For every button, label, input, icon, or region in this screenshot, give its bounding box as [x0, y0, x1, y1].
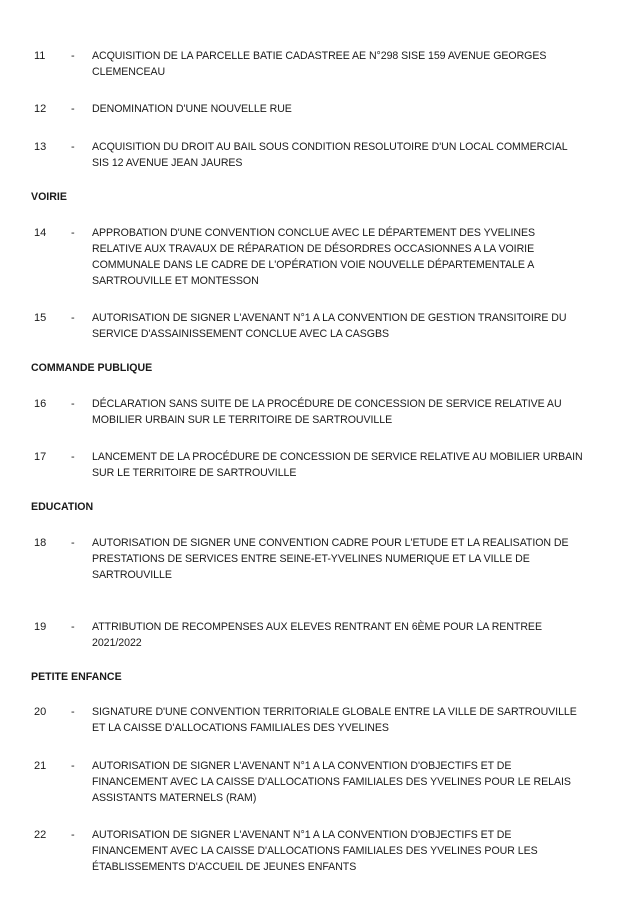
item-text: DENOMINATION D'UNE NOUVELLE RUE [92, 103, 292, 115]
item-text: ACQUISITION DE LA PARCELLE BATIE CADASTREE AE N°298 SISE 159 AVENUE GEORGES CLEMENCEAU [92, 50, 547, 78]
item-number: 17 [34, 451, 47, 463]
item-dash: - [71, 537, 75, 549]
section-heading-education: EDUCATION [31, 501, 94, 513]
item-dash: - [71, 829, 75, 841]
item-dash: - [71, 398, 75, 410]
item-text: AUTORISATION DE SIGNER L'AVENANT N°1 A LA CONVENTION D'OBJECTIFS ET DE FINANCEMENT AVEC LA CAISSE D'ALLOCATIONS FAMILIALES DES YVELINES POUR LE RELAIS ASSISTANTS MATERNELS (RAM) [92, 760, 571, 804]
item-text: DÉCLARATION SANS SUITE DE LA PROCÉDURE DE CONCESSION DE SERVICE RELATIVE AU MOBILIER URBAIN SUR LE TERRITOIRE DE SARTROUVILLE [92, 398, 562, 426]
item-dash: - [71, 451, 75, 463]
item-dash: - [71, 103, 75, 115]
item-dash: - [71, 621, 75, 633]
item-text: APPROBATION D'UNE CONVENTION CONCLUE AVEC LE DÉPARTEMENT DES YVELINES RELATIVE AUX TRAVAUX DE RÉPARATION DE DÉSORDRES OCCASIONNES A LA VOIRIE COMMUNALE DANS LE CADRE DE L'OPÉRATION VOIE NOUVELLE DÉPARTEMENTALE A SARTROUVILLE ET MONTESSON [92, 227, 536, 287]
item-text: AUTORISATION DE SIGNER L'AVENANT N°1 A LA CONVENTION DE GESTION TRANSITOIRE DU SERVICE D'ASSAINISSEMENT CONCLUE AVEC LA CASGBS [92, 312, 567, 340]
item-dash: - [71, 50, 75, 62]
item-number: 12 [34, 103, 47, 115]
item-text: AUTORISATION DE SIGNER UNE CONVENTION CADRE POUR L'ETUDE ET LA REALISATION DE PRESTATIONS DE SERVICES ENTRE SEINE-ET-YVELINES NUMERIQUE ET LA VILLE DE SARTROUVILLE [92, 537, 569, 581]
item-number: 18 [34, 537, 47, 549]
item-number: 21 [34, 760, 47, 772]
item-number: 14 [34, 227, 47, 239]
item-dash: - [71, 760, 75, 772]
section-heading-petite-enfance: PETITE ENFANCE [31, 671, 122, 683]
item-number: 11 [34, 50, 46, 62]
item-dash: - [71, 312, 75, 324]
item-text: AUTORISATION DE SIGNER L'AVENANT N°1 A LA CONVENTION D'OBJECTIFS ET DE FINANCEMENT AVEC LA CAISSE D'ALLOCATIONS FAMILIALES DES YVELINES POUR LES ÉTABLISSEMENTS D'ACCUEIL DE JEUNES ENFANTS [92, 829, 538, 873]
item-number: 13 [34, 141, 47, 153]
item-text: SIGNATURE D'UNE CONVENTION TERRITORIALE GLOBALE ENTRE LA VILLE DE SARTROUVILLE ET LA CAISSE D'ALLOCATIONS FAMILIALES DES YVELINES [92, 706, 577, 734]
section-heading-commande-publique: COMMANDE PUBLIQUE [31, 362, 153, 374]
item-number: 19 [34, 621, 47, 633]
item-number: 15 [34, 312, 47, 324]
item-dash: - [71, 141, 75, 153]
item-number: 16 [34, 398, 47, 410]
item-number: 22 [34, 829, 47, 841]
item-text: ACQUISITION DU DROIT AU BAIL SOUS CONDITION RESOLUTOIRE D'UN LOCAL COMMERCIAL SIS 12 AVENUE JEAN JAURES [92, 141, 568, 169]
item-text: LANCEMENT DE LA PROCÉDURE DE CONCESSION DE SERVICE RELATIVE AU MOBILIER URBAIN SUR LE TERRITOIRE DE SARTROUVILLE [92, 451, 583, 479]
item-number: 20 [34, 706, 47, 718]
item-dash: - [71, 706, 75, 718]
item-text: ATTRIBUTION DE RECOMPENSES AUX ELEVES RENTRANT EN 6ÈME POUR LA RENTREE 2021/2022 [92, 621, 542, 649]
section-heading-voirie: VOIRIE [31, 191, 67, 203]
item-dash: - [71, 227, 75, 239]
